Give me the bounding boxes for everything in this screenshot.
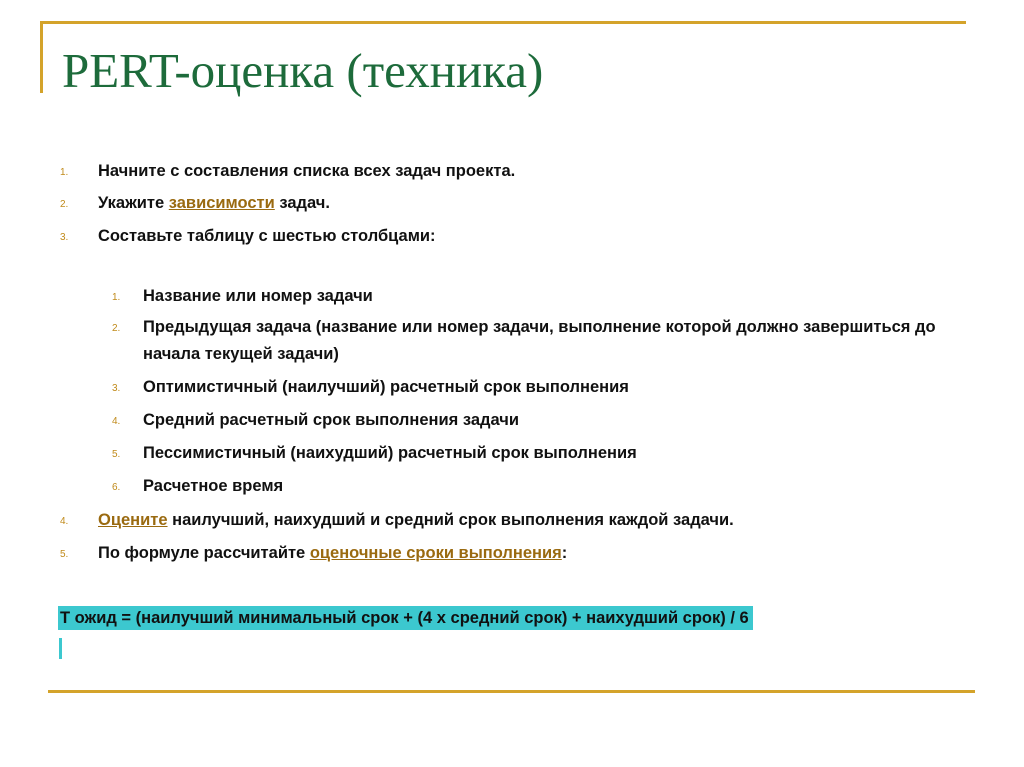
step-item (98, 190, 330, 217)
step-text: По формуле рассчитайте (98, 544, 310, 562)
step-text: Начните с составления списка всех задач проекта. (98, 162, 516, 180)
step-text: : (561, 544, 568, 562)
column-item-continued: начала текущей задачи) (143, 345, 339, 363)
column-item: Название или номер задачи (143, 287, 373, 305)
dependencies-link[interactable]: зависимости (168, 194, 275, 212)
step-item (98, 540, 567, 567)
step-number: 4. (60, 516, 69, 527)
step-number: 5. (60, 549, 69, 560)
bottom-border-line (48, 690, 975, 693)
step-item (98, 507, 734, 534)
text-cursor (59, 638, 62, 659)
step-number: 3. (60, 232, 69, 243)
pert-formula: Т ожид = (наилучший минимальный срок + (4 х средний срок) + наихудший срок) / 6 (58, 606, 753, 630)
step-item (98, 223, 436, 250)
step-number: 2. (60, 199, 69, 210)
column-number: 5. (112, 449, 121, 460)
step-text: Составьте таблицу с шестью столбцами: (98, 227, 436, 245)
column-number: 4. (112, 416, 121, 427)
step-text: наилучший, наихудший и средний срок выполнения каждой задачи. (167, 511, 734, 529)
column-item: Расчетное время (143, 477, 284, 495)
estimate-link[interactable]: Оцените (98, 511, 168, 529)
column-item: Предыдущая задача (название или номер задачи, выполнение которой должно завершиться до (143, 318, 936, 336)
estimated-duration-link[interactable]: оценочные сроки выполнения (309, 544, 562, 562)
step-number: 1. (60, 167, 69, 178)
page-title: PERT-оценка (техника) (62, 43, 544, 98)
column-number: 6. (112, 482, 121, 493)
step-item (98, 158, 515, 185)
top-border-line (40, 21, 966, 24)
column-number: 2. (112, 323, 121, 334)
column-item: Средний расчетный срок выполнения задачи (143, 411, 520, 429)
column-number: 1. (112, 292, 121, 303)
column-item: Оптимистичный (наилучший) расчетный срок выполнения (143, 378, 629, 396)
step-text: задач. (274, 194, 330, 212)
step-text: Укажите (98, 194, 169, 212)
left-border-line (40, 21, 43, 93)
column-item: Пессимистичный (наихудший) расчетный срок выполнения (143, 444, 637, 462)
column-number: 3. (112, 383, 121, 394)
